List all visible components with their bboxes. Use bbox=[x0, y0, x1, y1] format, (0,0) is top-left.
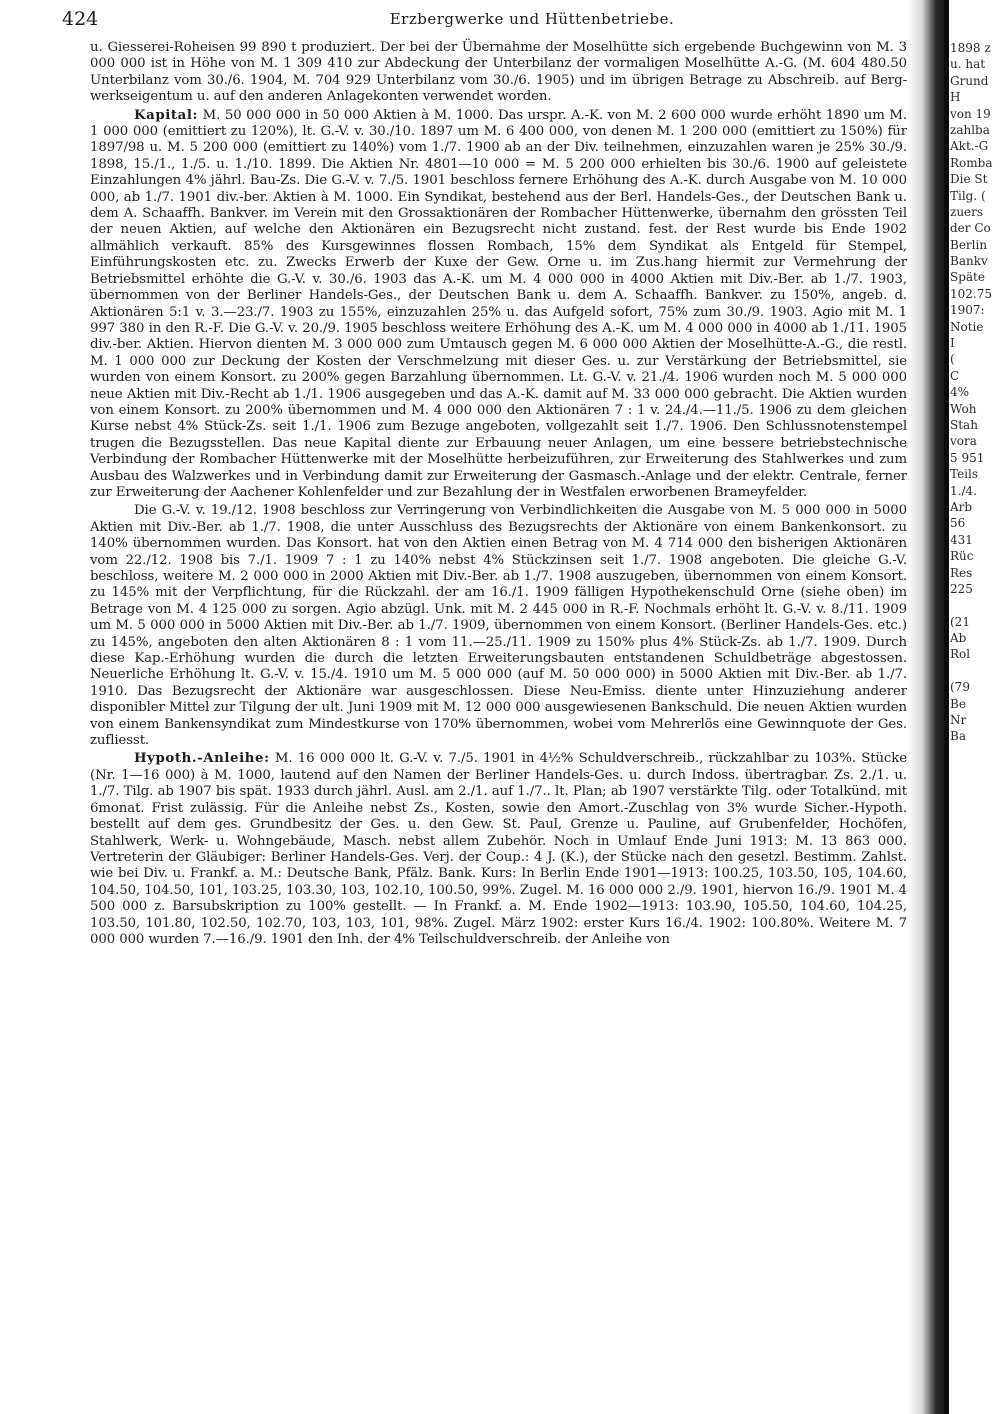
adjacent-page-line: Berlin bbox=[950, 237, 988, 252]
adjacent-page-line: Ba bbox=[950, 729, 966, 744]
adjacent-page-line: C bbox=[950, 368, 960, 383]
paragraph-capital-increases: Die G.-V. v. 19./12. 1908 beschloss zur Verringerung von Verbindlichkeiten die Ausgabe von M. 5 000 000 in 5000 Aktien mit Div.-Ber. ab 1./7. 1908, die unter Ausschluss des Bezugsrechts der Aktionäre von einem Bankenkonsort. zu 140% übernommen wurden. Das Konsort. hat von den Aktien einen Betrag von M. 4 714 000 den bisherigen Aktionären vom 22./12. 1908 bis 7./1. 1909 7 : 1 zu 140% nebst 4% Stückzinsen seit 1./7. 1908 angeboten. Die gleiche G.-V. beschloss, weitere M. 2 000 000 in 2000 Aktien mit Div.-Ber. ab 1./7. 1908 auszugeben, übernommen von einem Konsort. zu 145% mit der Verpflichtung, für die Rückzahl. der am 16./1. 1909 fälligen Hypothekenschuld Orne (siehe oben) im Betrage von M. 4 125 000 zu sorgen. Agio abzügl. Unk. mit M. 2 445 000 in R.-F. Nochmals erhöht lt. G.-V. v. 8./11. 1909 um M. 5 000 000 in 5000 Aktien mit Div.-Ber. ab 1./7. 1909, übernommen von einem Konsort. (Berliner Handels-Ges. etc.) zu 145%, angeboten den alten Aktionären 8 : 1 vom 11.—25./11. 1909 zu 150% plus 4% Stück-Zs. ab 1./7. 1909. Durch diese Kap.-Erhöhung wurden die durch die letzten Erweiterungsbauten entstandenen Schuldbeträge abgestossen. Neuerliche Erhöhung lt. G.-V. v. 15./4. 1910 um M. 5 000 000 (auf M. 50 000 000) in 5000 Aktien mit Div.-Ber. ab 1./7. 1910. Das Bezugsrecht der Aktionäre war ausgeschlossen. Diese Neu-Emiss. diente unter Hinzuziehung anderer disponibler Mittel zur Tilgung der ult. Juni 1909 mit M. 12 000 000 ausgewiesenen Bankschuld. Die neuen Aktien wurden von einem Bankensyndikat zum Mindestkurse von 170% übernommen, wobei vom Mehrerlös eine Gewinnquote der Ges. zufliesst. bbox=[90, 503, 907, 749]
adjacent-page-line: 225 bbox=[950, 581, 973, 596]
adjacent-page-line: zahlba bbox=[950, 122, 990, 137]
adjacent-page-line: 431 bbox=[950, 532, 973, 547]
adjacent-page-line: Akt.-G bbox=[950, 139, 989, 154]
section-heading-kapital: Kapital: bbox=[134, 107, 199, 123]
adjacent-page-line: Späte bbox=[950, 270, 985, 285]
adjacent-page-line: 1907: bbox=[950, 303, 985, 318]
adjacent-page-line: Stah bbox=[950, 417, 978, 432]
adjacent-page-line: Tilg. ( bbox=[950, 188, 986, 203]
adjacent-page-line: Res bbox=[950, 565, 973, 580]
adjacent-page-line: 1./4. bbox=[950, 483, 977, 498]
hypoth-anleihe-text: M. 16 000 000 lt. G.-V. v. 7./5. 1901 in 4½% Schuldverschreib., rückzahlbar zu 103%. Stücke (Nr. 1—16 000) à M. 1000, lautend auf den Namen der Berliner Handels-Ges. u. durch Indoss. übertragbar. Zs. 2./1. u. 1./7. Tilg. ab 1907 bis spät. 1933 durch jährl. Ausl. am 2./1. auf 1./7.. lt. Plan; ab 1907 verstärkte Tilg. oder Totalkünd. mit 6monat. Frist zulässig. Für die Anleihe nebst Zs., Kosten, sowie den Amort.-Zuschlag von 3% wurde Sicher.-Hypoth. bestellt auf dem ges. Grundbesitz der Ges. u. den Gew. St. Paul, Grenze u. Pauline, auf Grubenfelder, Hochöfen, Stahlwerk, Werk- u. Wohngebäude, Masch. nebst allem Zubehör. Noch in Umlauf Ende Juni 1913: M. 13 863 000. Vertreterin der Gläubiger: Berliner Handels-Ges. Verj. der Coup.: 4 J. (K.), der Stücke nach den gesetzl. Bestimm. Zahlst. wie bei Div. u. Frankf. a. M.: Deutsche Bank, Pfälz. Bank. Kurs: In Berlin Ende 1901—1913: 100.25, 103.50, 105, 104.60, 104.50, 104.50, 101, 103.25, 103.30, 103, 102.10, 100.50, 99%. Zugel. M. 16 000 000 2./9. 1901, hiervon 16./9. 1901 M. 4 500 000 z. Barsubskription zu 100% gestellt. — In Frankf. a. M. Ende 1902—1913: 103.90, 105.50, 104.60, 104.25, 103.50, 101.80, 102.50, 102.70, 103, 103, 101, 98%. Zugel. März 1902: erster Kurs 16./4. 1902: 100.80%. Weitere M. 7 000 000 wurden 7.—16./9. 1901 den Inh. der 4% Teilschuldverschreib. der Anleihe von bbox=[90, 751, 907, 947]
adjacent-page-line: Romba bbox=[950, 155, 993, 170]
adjacent-page-line: Notie bbox=[950, 319, 984, 334]
adjacent-page-line: Bankv bbox=[950, 254, 988, 269]
adjacent-page-fragment bbox=[950, 40, 1000, 1414]
adjacent-page-line: 5 951 bbox=[950, 450, 985, 465]
adjacent-page-line bbox=[950, 663, 1000, 679]
adjacent-page-line: 4% bbox=[950, 385, 970, 400]
book-gutter-edge bbox=[944, 0, 949, 1414]
adjacent-page-line: Nr bbox=[950, 713, 967, 728]
adjacent-page-line: (21 bbox=[950, 614, 970, 629]
adjacent-page-line: Grund bbox=[950, 73, 989, 88]
kapital-text: M. 50 000 000 in 50 000 Aktien à M. 1000. Das urspr. A.-K. von M. 2 600 000 wurde erhöht 1890 um M. 1 000 000 (emittiert zu 120%), lt. G.-V. v. 30./10. 1897 um M. 6 400 000, von denen M. 1 200 000 (emittiert zu 150%) für 1897/98 u. M. 5 200 000 (emittiert zu 140%) vom 1./7. 1900 ab an der Div. teilnehmen, einzuzahlen waren je 25% 30./9. 1898, 15./1., 1./5. u. 1./10. 1899. Die Aktien Nr. 4801—10 000 = M. 5 200 000 erhielten bis 30./6. 1900 auf geleistete Einzahlungen 4% jährl. Bau-Zs. Die G.-V. v. 7./5. 1901 beschloss fernere Erhöhung des A.-K. durch Ausgabe von M. 10 000 000, ab 1./7. 1901 div.-ber. Aktien à M. 1000. Ein Syndikat, bestehend aus der Berl. Handels-Ges., der Deutschen Bank u. dem A. Schaaffh. Bankver. im Verein mit den Grossaktionären der Rombacher Hüttenwerke, übernahm den grössten Teil der neuen Aktien, auf welche den Aktionären ein Bezugsrecht nicht zustand. fest. der Rest wurde bis Ende 1902 allmählich verkauft. 85% des Kursgewinnes flossen Rombach, 15% dem Syndikat als Entgeld für Stempel, Einführungskosten etc. zu. Zwecks Erwerb der Kuxe der Gew. Orne u. im Zus.hang hiermit zur Vermehrung der Betriebsmittel erhöhte die G.-V. v. 30./6. 1903 das A.-K. um M. 4 000 000 in 4000 Aktien mit Div.-Ber. ab 1./7. 1903, übernommen von der Berliner Handels-Ges., der Deutschen Bank u. dem A. Schaaffh. Bankver. zu 150%, angeb. d. Aktionären 5:1 v. 3.—23./7. 1903 zu 155%, einzuzahlen 25% u. das Aufgeld sofort, 75% zum 30./9. 1903. Agio mit M. 1 997 380 in den R.-F. Die G.-V. v. 20./9. 1905 beschloss weitere Erhöhung des A.-K. um M. 4 000 000 in 4000 ab 1./11. 1905 div.-ber. Aktien. Hiervon dienten M. 3 000 000 zum Umtausch gegen M. 6 000 000 Aktien der Moselhütte-A.-G., die restl. M. 1 000 000 zur Deckung der Kosten der Verschmelzung mit dieser Ges. u. zur Verstärkung der Betriebsmittel, sie wurden von einem Konsort. zu 200% gegen Barzahlung übernommen. Lt. G.-V. v. 21./4. 1906 wurden noch M. 5 000 000 neue Aktien mit Div.-Recht ab 1./1. 1906 ausgegeben und das A.-K. damit auf M. 33 000 000 gebracht. Die Aktien wurden von einem Konsort. zu 200% übernommen und M. 4 000 000 den Aktionären 7 : 1 v. 24./4.—11./5. 1906 zu dem gleichen Kurse nebst 4% Stück-Zs. seit 1./1. 1906 zum Bezuge angeboten, vollgezahlt seit 1./7. 1906. Den Schlussnotenstempel trugen die Bezugsstellen. Das neue Kapital diente zur Erbauung neuer Anlagen, um eine bessere betriebstechnische Verbindung der Rombacher Hüttenwerke mit der Moselhütte herbeizuführen, zur Erweiterung des Stahlwerkes und zum Ausbau des Walzwerkes und in Verbindung damit zur Erweiterung der Gasmasch.-Anlage und der elektr. Centrale, ferner zur Erweiterung der Aachener Kohlenfelder und zur Bezahlung der in Westfalen erworbenen Brameyfelder. bbox=[90, 107, 907, 500]
paragraph-production-note: u. Giesserei-Roheisen 99 890 t produziert. Der bei der Übernahme der Moselhütte sich ergebende Buchgewinn von M. 3 000 000 ist in Höhe von M. 1 309 410 zur Abdeckung der Unterbilanz der vormaligen Moselhütte A.-G. (M. 604 480.50 Unterbilanz vom 30./6. 1904, M. 704 929 Unterbilanz vom 30./6. 1905) und im übrigen Betrage zu Abschreib. auf Berg-werkseigentum u. auf den anderen Anlagekonten verwendet worden. bbox=[90, 40, 907, 105]
page-header bbox=[62, 8, 907, 38]
adjacent-page-line: (79 bbox=[950, 680, 970, 695]
adjacent-page-line: Teils bbox=[950, 467, 979, 482]
page-number: 424 bbox=[62, 8, 99, 30]
adjacent-page-line: H bbox=[950, 90, 961, 105]
adjacent-page-line: I bbox=[950, 336, 955, 351]
main-text-column bbox=[90, 40, 907, 948]
paragraph-kapital bbox=[90, 108, 907, 502]
book-gutter-shadow bbox=[908, 0, 948, 1414]
adjacent-page-line: von 19 bbox=[950, 106, 991, 121]
adjacent-page-line: 1898 z bbox=[950, 41, 991, 55]
adjacent-page-line: Arb bbox=[950, 499, 973, 514]
section-heading-hypoth-anleihe: Hypoth.-Anleihe: bbox=[134, 751, 270, 767]
adjacent-page-line: u. hat bbox=[950, 57, 986, 72]
adjacent-page-line: vora bbox=[950, 434, 977, 449]
adjacent-page-line: 102.75 bbox=[950, 286, 992, 301]
adjacent-page-line: ( bbox=[950, 352, 955, 367]
adjacent-page-line: Rol bbox=[950, 647, 971, 662]
adjacent-page-line: 56 bbox=[950, 516, 966, 531]
adjacent-page-line: Die St bbox=[950, 172, 988, 187]
adjacent-page-line: der Co bbox=[950, 221, 991, 236]
adjacent-page-line: zuers bbox=[950, 204, 984, 219]
adjacent-page-line: Be bbox=[950, 696, 966, 711]
adjacent-page-line: Ab bbox=[950, 631, 967, 646]
adjacent-page-line: Rüc bbox=[950, 549, 974, 564]
adjacent-page-line: Woh bbox=[950, 401, 977, 416]
paragraph-hypoth-anleihe bbox=[90, 751, 907, 948]
adjacent-page-line bbox=[950, 597, 1000, 613]
running-title: Erzbergwerke und Hüttenbetriebe. bbox=[389, 10, 675, 28]
